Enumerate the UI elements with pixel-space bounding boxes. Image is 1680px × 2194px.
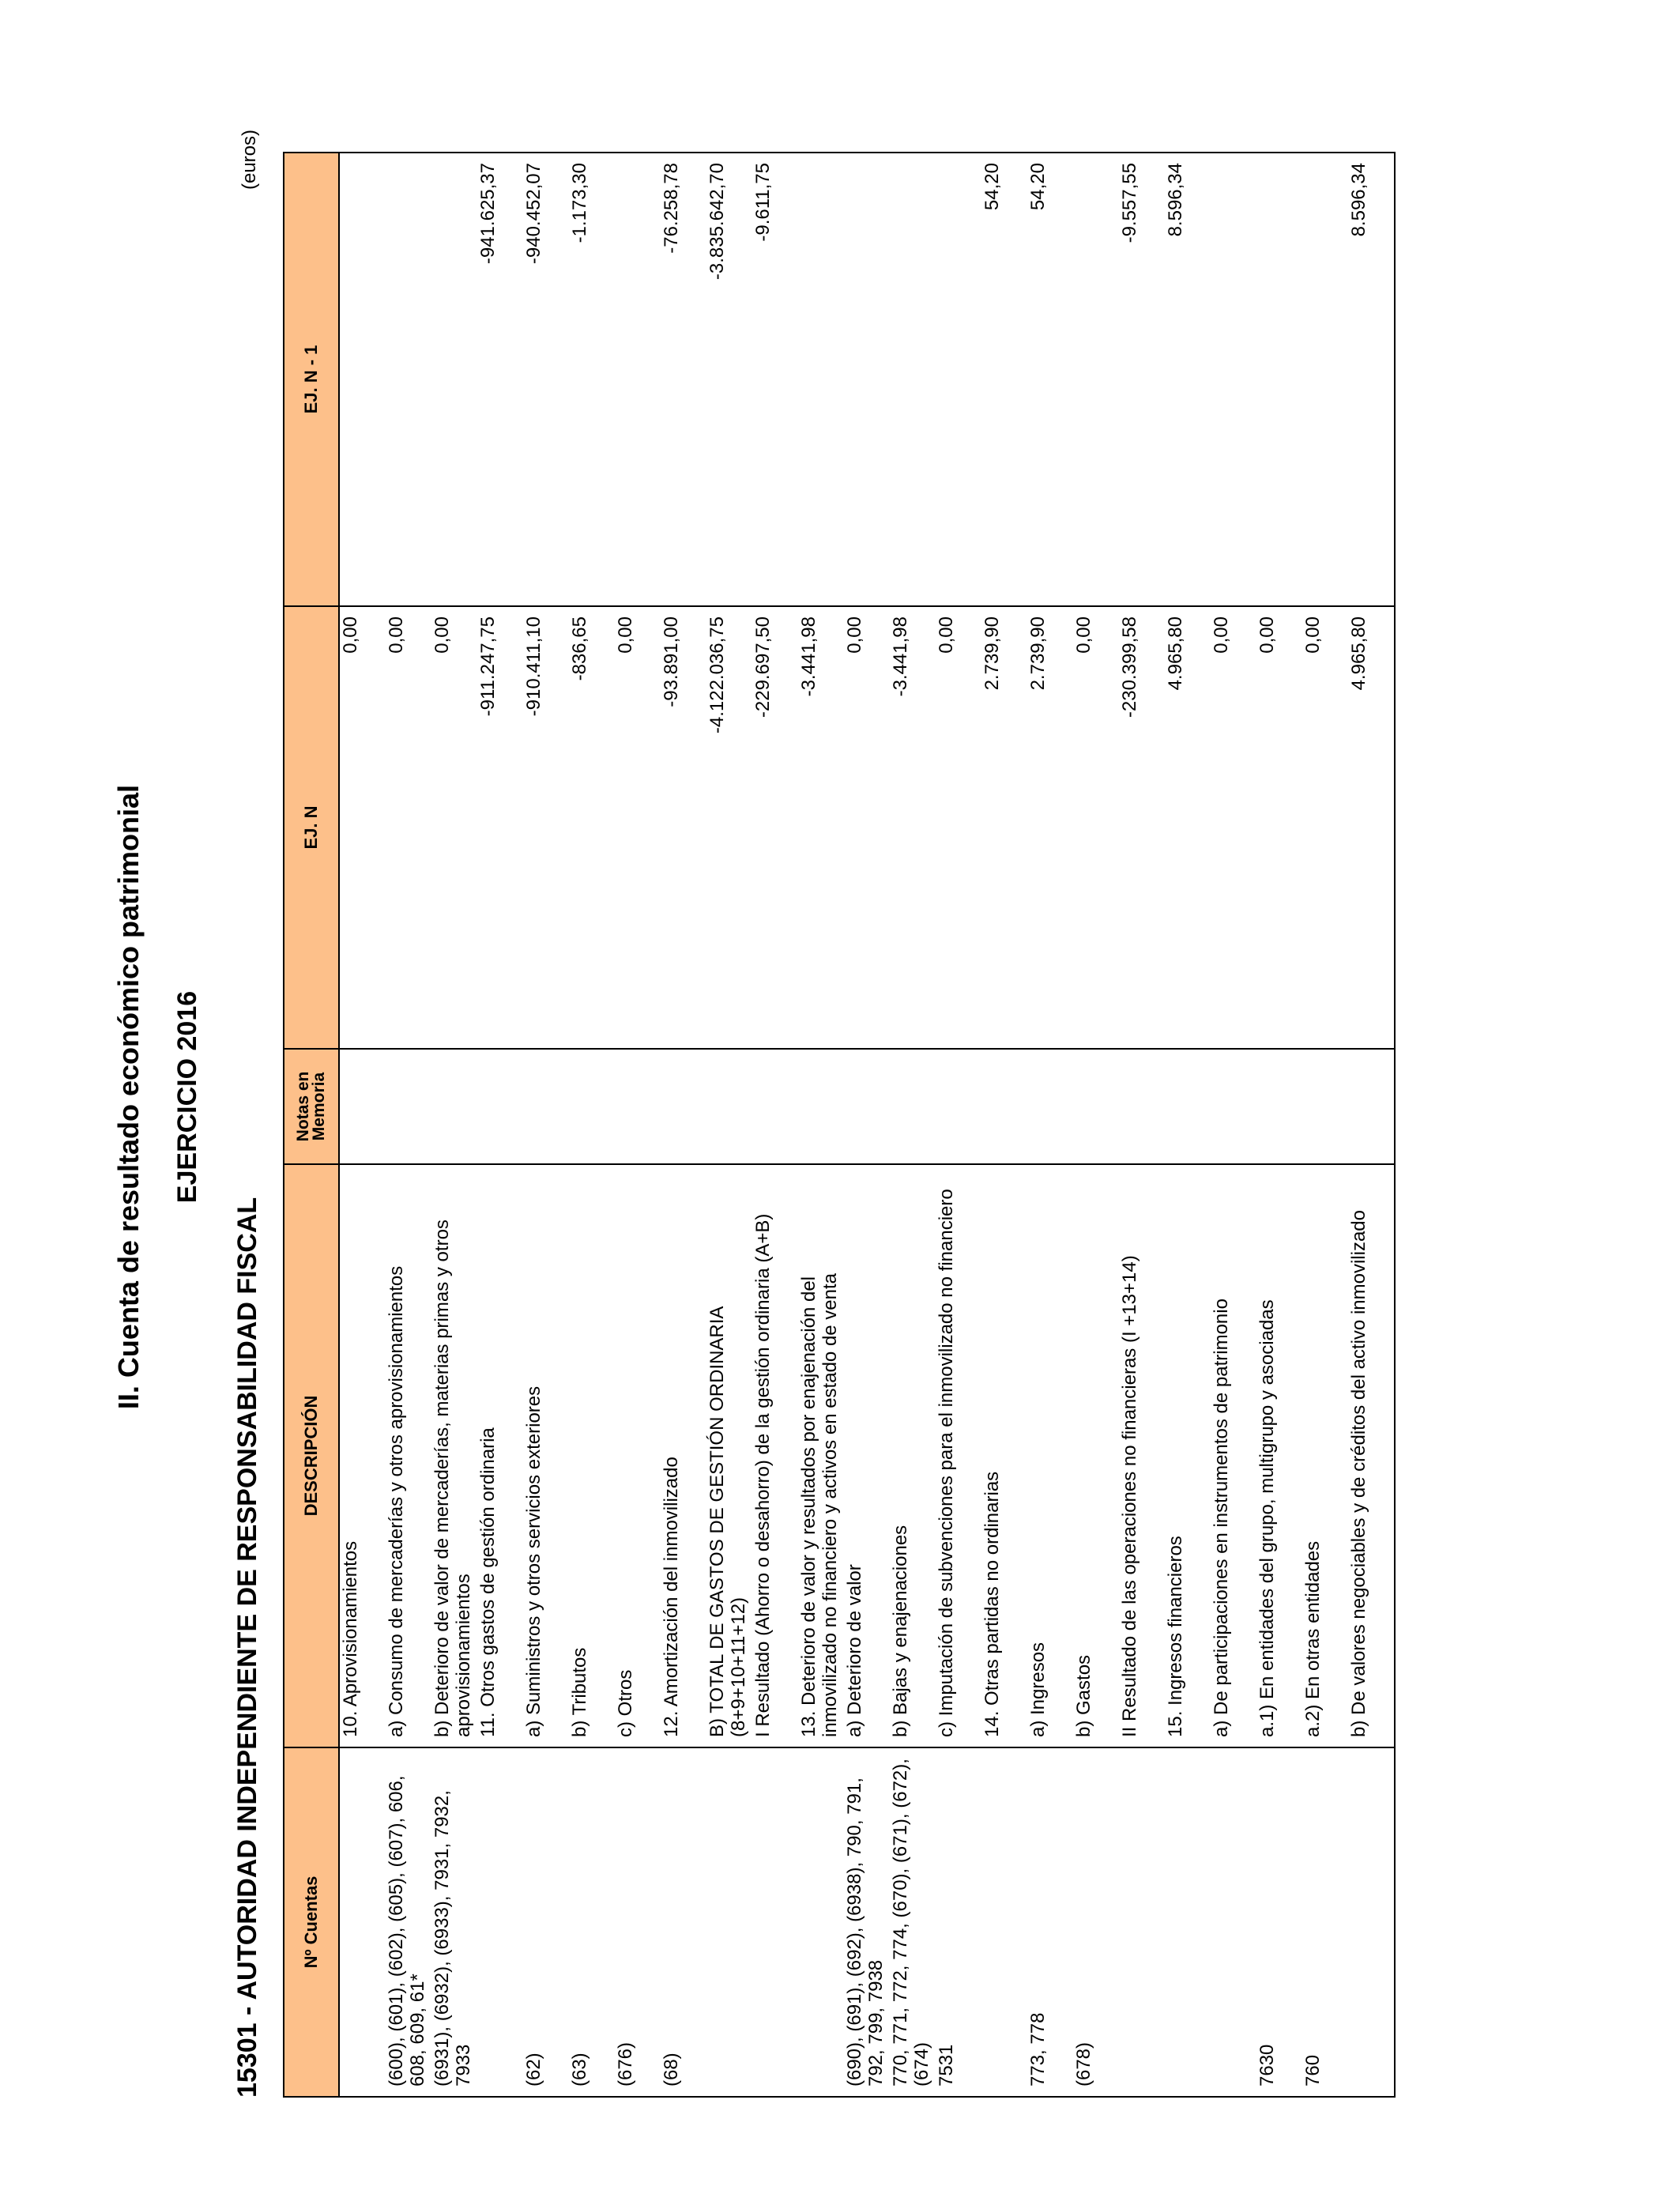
previous-year-value: 54,20 [1027,153,1073,606]
description-cell: a) Deterioro de valor [844,1164,890,1747]
account-codes-cell: (690), (691), (692), (6938), 790, 791, 792, 799, 7938 [844,1747,890,2097]
table-row [615,153,661,2097]
notes-cell [844,1049,890,1164]
header-notes-line2: Memoria [310,1072,328,1141]
current-year-value: -230.399,58 [1119,606,1165,1049]
previous-year-value [615,153,661,606]
description-cell: 15. Ingresos financieros [1165,1164,1211,1747]
notes-cell [890,1049,936,1164]
account-codes-cell [1119,1747,1165,2097]
table-row [706,153,752,2097]
table-row [798,153,844,2097]
previous-year-value: 54,20 [981,153,1027,606]
previous-year-value: -9.557,55 [1119,153,1165,606]
current-year-value: 0,00 [1211,606,1256,1049]
current-year-value: -229.697,50 [752,606,798,1049]
description-cell: b) De valores negociables y de créditos del activo inmovilizado [1348,1164,1395,1747]
table-row [1211,153,1256,2097]
account-codes-cell: 760 [1302,1747,1348,2097]
table-row [1165,153,1211,2097]
previous-year-value: -3.835.642,70 [706,153,752,606]
previous-year-value: -76.258,78 [661,153,706,606]
notes-cell [706,1049,752,1164]
current-year-value: 4.965,80 [1165,606,1211,1049]
previous-year-value [339,153,386,606]
notes-cell [1348,1049,1395,1164]
account-codes-cell: (600), (601), (602), (605), (607), 606, 608, 609, 61* [386,1747,431,2097]
description-cell: II Resultado de las operaciones no financieras (I +13+14) [1119,1164,1165,1747]
table-row [936,153,981,2097]
table-row [1348,153,1395,2097]
previous-year-value [431,153,477,606]
notes-cell [339,1049,386,1164]
header-notes-line1: Notas en [294,1071,312,1142]
description-cell: a) Consumo de mercaderías y otros aprovisionamientos [386,1164,431,1747]
previous-year-value [798,153,844,606]
previous-year-value: 8.596,34 [1348,153,1395,606]
account-codes-cell: 7531 [936,1747,981,2097]
account-codes-cell [752,1747,798,2097]
current-year-value: -911.247,75 [477,606,523,1049]
previous-year-value [936,153,981,606]
description-cell: c) Imputación de subvenciones para el inmovilizado no financiero [936,1164,981,1747]
description-cell: b) Deterioro de valor de mercaderías, materias primas y otros aprovisionamientos [431,1164,477,1747]
table-row [1256,153,1302,2097]
entity-name: 15301 - AUTORIDAD INDEPENDIENTE DE RESPONSABILIDAD FISCAL [232,1197,262,2098]
current-year-value: -836,65 [569,606,615,1049]
header-current-year: EJ. N [284,606,339,1049]
current-year-value: 4.965,80 [1348,606,1395,1049]
description-cell: a.2) En otras entidades [1302,1164,1348,1747]
description-cell: a) Suministros y otros servicios exteriores [523,1164,569,1747]
notes-cell [752,1049,798,1164]
previous-year-value: -9.611,75 [752,153,798,606]
header-notes [284,1049,339,1164]
table-row [1302,153,1348,2097]
header-accounts: Nº Cuentas [284,1747,339,2097]
account-codes-cell [1165,1747,1211,2097]
account-codes-cell: (62) [523,1747,569,2097]
current-year-value: -93.891,00 [661,606,706,1049]
current-year-value: 0,00 [1256,606,1302,1049]
description-cell: b) Gastos [1073,1164,1119,1747]
page-title: II. Cuenta de resultado económico patrimonial [112,784,145,1410]
account-codes-cell: 773, 778 [1027,1747,1073,2097]
current-year-value: 0,00 [1302,606,1348,1049]
table-row [752,153,798,2097]
table-row [1027,153,1073,2097]
description-cell: a) De participaciones en instrumentos de patrimonio [1211,1164,1256,1747]
income-statement-table [283,152,1396,2098]
header-previous-year: EJ. N - 1 [284,153,339,606]
table-row [890,153,936,2097]
previous-year-value [1211,153,1256,606]
previous-year-value [386,153,431,606]
previous-year-value: -941.625,37 [477,153,523,606]
notes-cell [1027,1049,1073,1164]
previous-year-value [1256,153,1302,606]
previous-year-value [1302,153,1348,606]
current-year-value: 0,00 [844,606,890,1049]
previous-year-value [1073,153,1119,606]
table-row [477,153,523,2097]
table-row [981,153,1027,2097]
account-codes-cell [477,1747,523,2097]
table-row [661,153,706,2097]
account-codes-cell: (676) [615,1747,661,2097]
account-codes-cell: (68) [661,1747,706,2097]
description-cell: b) Tributos [569,1164,615,1747]
header-description: DESCRIPCIÓN [284,1164,339,1747]
current-year-value: 0,00 [936,606,981,1049]
exercise-year: EJERCICIO 2016 [172,990,202,1204]
notes-cell [1165,1049,1211,1164]
account-codes-cell [981,1747,1027,2097]
table-header-row [284,153,339,2097]
table-row [1073,153,1119,2097]
account-codes-cell: (6931), (6932), (6933), 7931, 7932, 7933 [431,1747,477,2097]
description-cell: a) Ingresos [1027,1164,1073,1747]
current-year-value: 0,00 [386,606,431,1049]
current-year-value: 0,00 [615,606,661,1049]
notes-cell [1256,1049,1302,1164]
notes-cell [569,1049,615,1164]
notes-cell [1073,1049,1119,1164]
notes-cell [1211,1049,1256,1164]
description-cell: 14. Otras partidas no ordinarias [981,1164,1027,1747]
current-year-value: -910.411,10 [523,606,569,1049]
description-cell: 10. Aprovisionamientos [339,1164,386,1747]
table-body [339,153,1395,2097]
description-cell: 11. Otros gastos de gestión ordinaria [477,1164,523,1747]
account-codes-cell: 7630 [1256,1747,1302,2097]
previous-year-value [844,153,890,606]
notes-cell [981,1049,1027,1164]
current-year-value: 0,00 [431,606,477,1049]
current-year-value: 0,00 [339,606,386,1049]
table-row [569,153,615,2097]
current-year-value: 2.739,90 [981,606,1027,1049]
notes-cell [386,1049,431,1164]
account-codes-cell [339,1747,386,2097]
notes-cell [661,1049,706,1164]
current-year-value: 0,00 [1073,606,1119,1049]
notes-cell [523,1049,569,1164]
account-codes-cell [1211,1747,1256,2097]
account-codes-cell [1348,1747,1395,2097]
current-year-value: -4.122.036,75 [706,606,752,1049]
description-cell: I Resultado (Ahorro o desahorro) de la gestión ordinaria (A+B) [752,1164,798,1747]
account-codes-cell: (63) [569,1747,615,2097]
previous-year-value: -940.452,07 [523,153,569,606]
notes-cell [1302,1049,1348,1164]
previous-year-value: -1.173,30 [569,153,615,606]
currency-units: (euros) [239,129,260,190]
description-cell: b) Bajas y enajenaciones [890,1164,936,1747]
table-row [386,153,431,2097]
current-year-value: -3.441,98 [890,606,936,1049]
table-row [523,153,569,2097]
account-codes-cell: (678) [1073,1747,1119,2097]
table-row [844,153,890,2097]
description-cell: B) TOTAL DE GASTOS DE GESTIÓN ORDINARIA (8+9+10+11+12) [706,1164,752,1747]
account-codes-cell [798,1747,844,2097]
notes-cell [431,1049,477,1164]
account-codes-cell [706,1747,752,2097]
current-year-value: -3.441,98 [798,606,844,1049]
notes-cell [615,1049,661,1164]
description-cell: 12. Amortización del inmovilizado [661,1164,706,1747]
notes-cell [1119,1049,1165,1164]
previous-year-value [890,153,936,606]
table-row [431,153,477,2097]
account-codes-cell: 770, 771, 772, 774, (670), (671), (672), (674) [890,1747,936,2097]
previous-year-value: 8.596,34 [1165,153,1211,606]
description-cell: 13. Deterioro de valor y resultados por enajenación del inmovilizado no financiero y activos en estado de venta [798,1164,844,1747]
table-row [1119,153,1165,2097]
table-row [339,153,386,2097]
description-cell: a.1) En entidades del grupo, multigrupo y asociadas [1256,1164,1302,1747]
notes-cell [798,1049,844,1164]
notes-cell [477,1049,523,1164]
description-cell: c) Otros [615,1164,661,1747]
notes-cell [936,1049,981,1164]
current-year-value: 2.739,90 [1027,606,1073,1049]
